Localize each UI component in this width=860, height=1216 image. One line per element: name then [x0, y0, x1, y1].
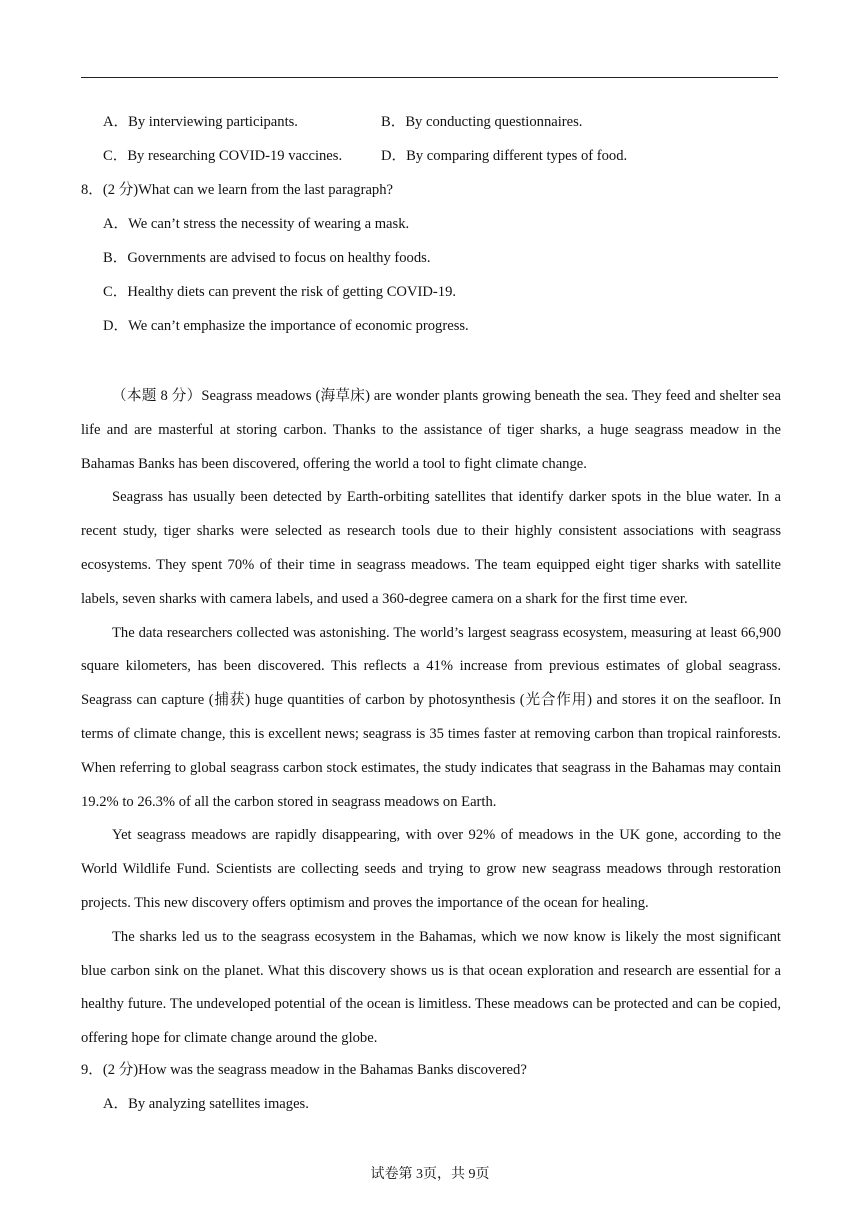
header-rule — [81, 77, 778, 78]
q7-options-row-2 — [81, 142, 781, 176]
q8-option-a[interactable]: A．We can’t stress the necessity of wearing a mask. — [103, 216, 410, 232]
q9-option-a[interactable]: A．By analyzing satellites images. — [103, 1095, 309, 1112]
passage-paragraph-3: The data researchers collected was astonishing. The world’s largest seagrass ecosystem, measuring at least 66,900 square kilometers, has been discovered. This reflects a 41% increase from previous estimates of global seagrass. Seagrass can capture (捕获) huge quantities of carbon by photosynthesis (光合作用) and stores it on the seafloor. In terms of climate change, this is excellent news; seagrass is 35 times faster at removing carbon than tropical rainforests. When referring to global seagrass carbon stock estimates, the study indicates that seagrass in the Bahamas may contain 19.2% to 26.3% of all the carbon stored in seagrass meadows on Earth. — [81, 624, 781, 810]
passage-paragraph-2: Seagrass has usually been detected by Earth-orbiting satellites that identify darker spots in the blue water. In a recent study, tiger sharks were selected as research tools due to their highly consistent associations with seagrass ecosystems. They spent 70% of their time in seagrass meadows. The team equipped eight tiger sharks with satellite labels, seven sharks with camera labels, and used a 360-degree camera on a shark for the first time ever. — [81, 489, 781, 607]
q7-options-row-1 — [81, 108, 781, 142]
q8-option-c[interactable]: C．Healthy diets can prevent the risk of getting COVID-19. — [103, 284, 457, 300]
q8-stem: 8．(2 分)What can we learn from the last paragraph? — [81, 182, 394, 198]
q8-option-d[interactable]: D．We can’t emphasize the importance of economic progress. — [103, 318, 469, 334]
passage-paragraph-1: （本题 8 分）Seagrass meadows (海草床) are wonder plants growing beneath the sea. They feed and shelter sea life and are masterful at storing carbon. Thanks to the assistance of tiger sharks, a huge seagrass meadow in the Bahamas Banks has been discovered, offering the world a tool to fight climate change. — [81, 388, 781, 472]
exam-page — [81, 108, 781, 1124]
q7-option-a[interactable]: A．By interviewing participants. — [103, 114, 298, 130]
q9-stem: 9．(2 分)How was the seagrass meadow in the Bahamas Banks discovered? — [81, 1061, 527, 1078]
passage-paragraph-5: The sharks led us to the seagrass ecosystem in the Bahamas, which we now know is likely the most significant blue carbon sink on the planet. What this discovery shows us is that ocean exploration and research are essential for a healthy future. The undeveloped potential of the ocean is limitless. These meadows can be protected and can be copied, offering hope for climate change around the globe. — [81, 928, 781, 1047]
q8-option-b[interactable]: B．Governments are advised to focus on healthy foods. — [103, 250, 431, 266]
reading-passage — [81, 380, 781, 1056]
q7-option-d[interactable]: D．By comparing different types of food. — [381, 148, 628, 164]
q7-option-c[interactable]: C．By researching COVID-19 vaccines. — [103, 148, 343, 164]
q7-option-b[interactable]: B．By conducting questionnaires. — [381, 114, 583, 130]
page-footer: 试卷第 3页，共 9页 — [370, 1167, 490, 1182]
passage-paragraph-4: Yet seagrass meadows are rapidly disappearing, with over 92% of meadows in the UK gone, according to the World Wildlife Fund. Scientists are collecting seeds and trying to grow new seagrass meadows through restoration projects. This new discovery offers optimism and proves the importance of the ocean for healing. — [81, 827, 781, 911]
